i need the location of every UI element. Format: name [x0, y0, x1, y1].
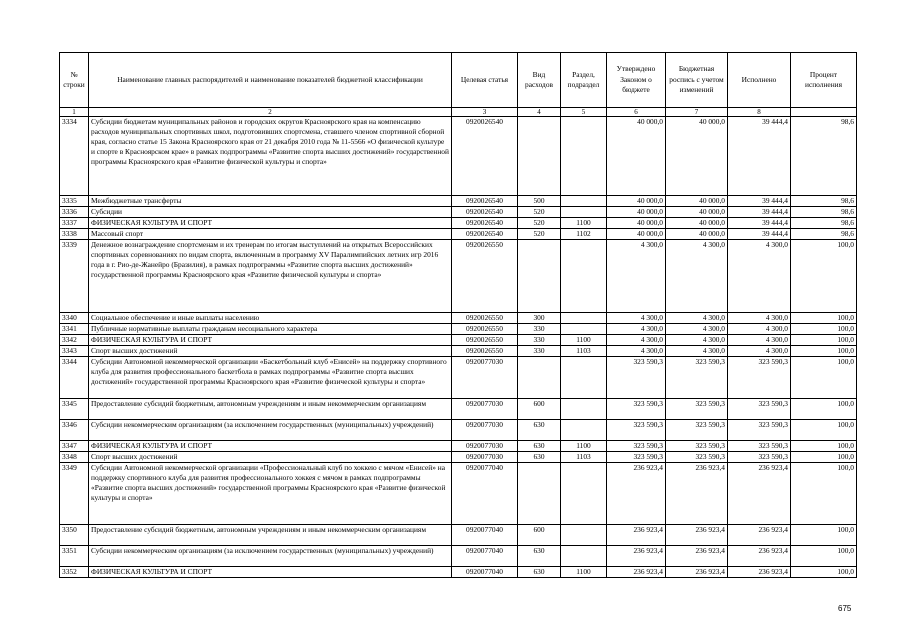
row-name-cell: Спорт высших достижений — [89, 346, 452, 357]
table-row — [60, 452, 857, 463]
section-cell: 1103 — [561, 452, 607, 463]
column-number: 6 — [607, 108, 666, 117]
executed-amount-cell: 4 300,0 — [728, 313, 791, 324]
row-name-cell: ФИЗИЧЕСКАЯ КУЛЬТУРА И СПОРТ — [89, 441, 452, 452]
expense-type-cell — [518, 240, 561, 313]
approved-amount-cell: 40 000,0 — [607, 117, 666, 196]
budget-amount-cell: 4 300,0 — [666, 324, 728, 335]
section-cell: 1100 — [561, 218, 607, 229]
column-number: 5 — [561, 108, 607, 117]
column-number-row — [60, 108, 857, 117]
expense-type-cell: 600 — [518, 525, 561, 546]
target-article-cell: 0920077030 — [452, 357, 518, 399]
budget-amount-cell: 236 923,4 — [666, 463, 728, 525]
target-article-cell: 0920026540 — [452, 229, 518, 240]
row-name-cell: Субсидии некоммерческим организациям (за исключением государственных (муниципальных) учреждений) — [89, 420, 452, 441]
executed-amount-cell: 39 444,4 — [728, 218, 791, 229]
row-name-cell: Предоставление субсидий бюджетным, автономным учреждениям и иным некоммерческим организациям — [89, 525, 452, 546]
percent-cell: 100,0 — [791, 335, 857, 346]
table-row — [60, 420, 857, 441]
target-article-cell: 0920077030 — [452, 420, 518, 441]
expense-type-cell: 330 — [518, 346, 561, 357]
row-number-cell: 3341 — [60, 324, 89, 335]
executed-amount-cell: 4 300,0 — [728, 324, 791, 335]
table-row — [60, 313, 857, 324]
executed-amount-cell: 4 300,0 — [728, 240, 791, 313]
target-article-cell: 0920026550 — [452, 324, 518, 335]
target-article-cell: 0920026550 — [452, 346, 518, 357]
header-section: Раздел, подраздел — [561, 53, 607, 108]
column-number: 2 — [89, 108, 452, 117]
approved-amount-cell: 323 590,3 — [607, 357, 666, 399]
row-number-cell: 3349 — [60, 463, 89, 525]
row-name-cell: Субсидии бюджетам муниципальных районов и городских округов Красноярского края на компенсацию расходов муниципальных спортивных школ, подготовивших спортсмена, ставшего членом спортивной сборной края, согласно статье 15 Закона Красноярского края от 21 декабря 2010 года № 11-5566 «О физической культуре и спорте в Красноярском крае» в рамках подпрограммы «Развитие спорта высших достижений» государственной программы Красноярского края «Развитие физической культуры и спорта» — [89, 117, 452, 196]
row-name-cell: Социальное обеспечение и иные выплаты населению — [89, 313, 452, 324]
section-cell — [561, 525, 607, 546]
table-row — [60, 441, 857, 452]
executed-amount-cell: 236 923,4 — [728, 463, 791, 525]
row-name-cell: Денежное вознаграждение спортсменам и их тренерам по итогам выступлений на открытых Всероссийских спортивных соревнованиях по видам спорта, включенным в программу XV Паралимпийских летних игр 2016 года в г. Рио-де-Жанейро (Бразилия), в рамках подпрограммы «Развитие спорта высших достижений» государственной программы Красноярского края «Развитие физической культуры и спорта» — [89, 240, 452, 313]
header-row-number: № строки — [60, 53, 89, 108]
executed-amount-cell: 39 444,4 — [728, 117, 791, 196]
percent-cell: 100,0 — [791, 525, 857, 546]
table-row — [60, 324, 857, 335]
budget-amount-cell: 40 000,0 — [666, 229, 728, 240]
budget-amount-cell: 323 590,3 — [666, 452, 728, 463]
expense-type-cell: 520 — [518, 229, 561, 240]
row-name-cell: Субсидии — [89, 207, 452, 218]
percent-cell: 100,0 — [791, 324, 857, 335]
table-row — [60, 346, 857, 357]
column-number-empty — [791, 108, 857, 117]
executed-amount-cell: 323 590,3 — [728, 441, 791, 452]
expense-type-cell — [518, 357, 561, 399]
table-row — [60, 357, 857, 399]
section-cell — [561, 196, 607, 207]
budget-amount-cell: 40 000,0 — [666, 207, 728, 218]
table-row — [60, 335, 857, 346]
header-row — [60, 53, 857, 108]
expense-type-cell: 520 — [518, 207, 561, 218]
expense-type-cell: 330 — [518, 335, 561, 346]
budget-execution-table — [59, 52, 857, 578]
row-number-cell: 3343 — [60, 346, 89, 357]
target-article-cell: 0920077040 — [452, 463, 518, 525]
percent-cell: 100,0 — [791, 463, 857, 525]
executed-amount-cell: 39 444,4 — [728, 207, 791, 218]
row-number-cell: 3337 — [60, 218, 89, 229]
section-cell: 1100 — [561, 567, 607, 578]
row-number-cell: 3351 — [60, 546, 89, 567]
table-row — [60, 229, 857, 240]
approved-amount-cell: 323 590,3 — [607, 420, 666, 441]
percent-cell: 100,0 — [791, 346, 857, 357]
percent-cell: 98,6 — [791, 207, 857, 218]
expense-type-cell: 520 — [518, 218, 561, 229]
budget-amount-cell: 323 590,3 — [666, 420, 728, 441]
expense-type-cell: 600 — [518, 399, 561, 420]
row-number-cell: 3348 — [60, 452, 89, 463]
column-number: 1 — [60, 108, 89, 117]
approved-amount-cell: 40 000,0 — [607, 196, 666, 207]
approved-amount-cell: 323 590,3 — [607, 452, 666, 463]
target-article-cell: 0920077030 — [452, 441, 518, 452]
table-row — [60, 207, 857, 218]
percent-cell: 98,6 — [791, 196, 857, 207]
percent-cell: 100,0 — [791, 240, 857, 313]
percent-cell: 100,0 — [791, 313, 857, 324]
expense-type-cell: 630 — [518, 452, 561, 463]
approved-amount-cell: 4 300,0 — [607, 324, 666, 335]
row-number-cell: 3352 — [60, 567, 89, 578]
budget-amount-cell: 236 923,4 — [666, 546, 728, 567]
row-number-cell: 3344 — [60, 357, 89, 399]
target-article-cell: 0920026550 — [452, 335, 518, 346]
section-cell — [561, 324, 607, 335]
header-budget-schedule: Бюджетная роспись с учетом изменений — [666, 53, 728, 108]
approved-amount-cell: 4 300,0 — [607, 335, 666, 346]
expense-type-cell: 630 — [518, 420, 561, 441]
executed-amount-cell: 4 300,0 — [728, 335, 791, 346]
table-row — [60, 218, 857, 229]
budget-amount-cell: 323 590,3 — [666, 441, 728, 452]
column-number: 8 — [728, 108, 791, 117]
executed-amount-cell: 323 590,3 — [728, 420, 791, 441]
row-name-cell: Субсидии Автономной некоммерческой организации «Баскетбольный клуб «Енисей» на поддержку спортивного клуба для развития профессионального баскетбола в рамках подпрограммы «Развитие спорта высших достижений» государственной программы Красноярского края «Развитие физической культуры и спорта» — [89, 357, 452, 399]
target-article-cell: 0920077040 — [452, 567, 518, 578]
section-cell — [561, 240, 607, 313]
percent-cell: 100,0 — [791, 452, 857, 463]
row-number-cell: 3336 — [60, 207, 89, 218]
approved-amount-cell: 236 923,4 — [607, 546, 666, 567]
row-name-cell: Публичные нормативные выплаты гражданам несоциального характера — [89, 324, 452, 335]
table-row — [60, 399, 857, 420]
column-number: 3 — [452, 108, 518, 117]
approved-amount-cell: 323 590,3 — [607, 441, 666, 452]
table-row — [60, 546, 857, 567]
row-number-cell: 3346 — [60, 420, 89, 441]
column-number: 4 — [518, 108, 561, 117]
budget-amount-cell: 4 300,0 — [666, 346, 728, 357]
header-target-article: Целевая статья — [452, 53, 518, 108]
expense-type-cell: 630 — [518, 441, 561, 452]
percent-cell: 100,0 — [791, 420, 857, 441]
row-number-cell: 3345 — [60, 399, 89, 420]
target-article-cell: 0920077030 — [452, 399, 518, 420]
section-cell — [561, 313, 607, 324]
section-cell — [561, 463, 607, 525]
percent-cell: 98,6 — [791, 229, 857, 240]
row-name-cell: Межбюджетные трансферты — [89, 196, 452, 207]
row-number-cell: 3342 — [60, 335, 89, 346]
percent-cell: 98,6 — [791, 117, 857, 196]
table-row — [60, 463, 857, 525]
row-number-cell: 3335 — [60, 196, 89, 207]
percent-cell: 100,0 — [791, 441, 857, 452]
section-cell: 1100 — [561, 335, 607, 346]
budget-amount-cell: 4 300,0 — [666, 240, 728, 313]
budget-amount-cell: 236 923,4 — [666, 525, 728, 546]
expense-type-cell: 500 — [518, 196, 561, 207]
budget-amount-cell: 236 923,4 — [666, 567, 728, 578]
percent-cell: 100,0 — [791, 546, 857, 567]
approved-amount-cell: 40 000,0 — [607, 229, 666, 240]
executed-amount-cell: 39 444,4 — [728, 229, 791, 240]
approved-amount-cell: 323 590,3 — [607, 399, 666, 420]
row-name-cell: Спорт высших достижений — [89, 452, 452, 463]
section-cell — [561, 357, 607, 399]
row-name-cell: Предоставление субсидий бюджетным, автономным учреждениям и иным некоммерческим организациям — [89, 399, 452, 420]
header-name: Наименование главных распорядителей и наименование показателей бюджетной классификации — [89, 53, 452, 108]
target-article-cell: 0920026550 — [452, 313, 518, 324]
row-number-cell: 3347 — [60, 441, 89, 452]
budget-amount-cell: 323 590,3 — [666, 399, 728, 420]
row-number-cell: 3338 — [60, 229, 89, 240]
budget-amount-cell: 4 300,0 — [666, 313, 728, 324]
budget-table-container — [59, 52, 857, 578]
row-number-cell: 3334 — [60, 117, 89, 196]
percent-cell: 100,0 — [791, 357, 857, 399]
budget-amount-cell: 40 000,0 — [666, 218, 728, 229]
target-article-cell: 0920077040 — [452, 546, 518, 567]
table-row — [60, 525, 857, 546]
target-article-cell: 0920026540 — [452, 218, 518, 229]
executed-amount-cell: 39 444,4 — [728, 196, 791, 207]
table-row — [60, 117, 857, 196]
approved-amount-cell: 236 923,4 — [607, 463, 666, 525]
section-cell — [561, 399, 607, 420]
expense-type-cell: 300 — [518, 313, 561, 324]
expense-type-cell — [518, 117, 561, 196]
header-executed: Исполнено — [728, 53, 791, 108]
approved-amount-cell: 4 300,0 — [607, 346, 666, 357]
approved-amount-cell: 40 000,0 — [607, 218, 666, 229]
section-cell: 1103 — [561, 346, 607, 357]
row-number-cell: 3339 — [60, 240, 89, 313]
table-row — [60, 196, 857, 207]
header-expense-type: Вид расходов — [518, 53, 561, 108]
row-name-cell: Массовый спорт — [89, 229, 452, 240]
row-name-cell: ФИЗИЧЕСКАЯ КУЛЬТУРА И СПОРТ — [89, 335, 452, 346]
executed-amount-cell: 236 923,4 — [728, 567, 791, 578]
row-name-cell: Субсидии некоммерческим организациям (за исключением государственных (муниципальных) учреждений) — [89, 546, 452, 567]
section-cell — [561, 117, 607, 196]
header-approved: Утверждено Законом о бюджете — [607, 53, 666, 108]
executed-amount-cell: 236 923,4 — [728, 546, 791, 567]
row-number-cell: 3350 — [60, 525, 89, 546]
approved-amount-cell: 236 923,4 — [607, 525, 666, 546]
expense-type-cell: 630 — [518, 546, 561, 567]
page-number: 675 — [838, 604, 852, 613]
approved-amount-cell: 40 000,0 — [607, 207, 666, 218]
executed-amount-cell: 323 590,3 — [728, 399, 791, 420]
target-article-cell: 0920077040 — [452, 525, 518, 546]
table-body — [60, 117, 857, 578]
executed-amount-cell: 323 590,3 — [728, 357, 791, 399]
executed-amount-cell: 4 300,0 — [728, 346, 791, 357]
expense-type-cell: 330 — [518, 324, 561, 335]
section-cell — [561, 420, 607, 441]
row-number-cell: 3340 — [60, 313, 89, 324]
percent-cell: 98,6 — [791, 218, 857, 229]
table-row — [60, 240, 857, 313]
section-cell — [561, 207, 607, 218]
column-number: 7 — [666, 108, 728, 117]
expense-type-cell: 630 — [518, 567, 561, 578]
target-article-cell: 0920026550 — [452, 240, 518, 313]
budget-amount-cell: 323 590,3 — [666, 357, 728, 399]
approved-amount-cell: 4 300,0 — [607, 240, 666, 313]
target-article-cell: 0920026540 — [452, 207, 518, 218]
row-name-cell: ФИЗИЧЕСКАЯ КУЛЬТУРА И СПОРТ — [89, 218, 452, 229]
section-cell: 1100 — [561, 441, 607, 452]
row-name-cell: Субсидии Автономной некоммерческой организации «Профессиональный клуб по хоккею с мячом «Енисей» на поддержку спортивного клуба для развития профессионального хоккея с мячом в рамках подпрограммы «Развитие спорта высших достижений» государственной программы Красноярского края «Развитие физической культуры и спорта» — [89, 463, 452, 525]
budget-amount-cell: 40 000,0 — [666, 117, 728, 196]
approved-amount-cell: 4 300,0 — [607, 313, 666, 324]
percent-cell: 100,0 — [791, 399, 857, 420]
budget-amount-cell: 40 000,0 — [666, 196, 728, 207]
percent-cell: 100,0 — [791, 567, 857, 578]
approved-amount-cell: 236 923,4 — [607, 567, 666, 578]
target-article-cell: 0920026540 — [452, 117, 518, 196]
row-name-cell: ФИЗИЧЕСКАЯ КУЛЬТУРА И СПОРТ — [89, 567, 452, 578]
expense-type-cell — [518, 463, 561, 525]
executed-amount-cell: 236 923,4 — [728, 525, 791, 546]
budget-amount-cell: 4 300,0 — [666, 335, 728, 346]
table-row — [60, 567, 857, 578]
section-cell — [561, 546, 607, 567]
header-percent: Процент исполнения — [791, 53, 857, 108]
target-article-cell: 0920077030 — [452, 452, 518, 463]
target-article-cell: 0920026540 — [452, 196, 518, 207]
executed-amount-cell: 323 590,3 — [728, 452, 791, 463]
section-cell: 1102 — [561, 229, 607, 240]
